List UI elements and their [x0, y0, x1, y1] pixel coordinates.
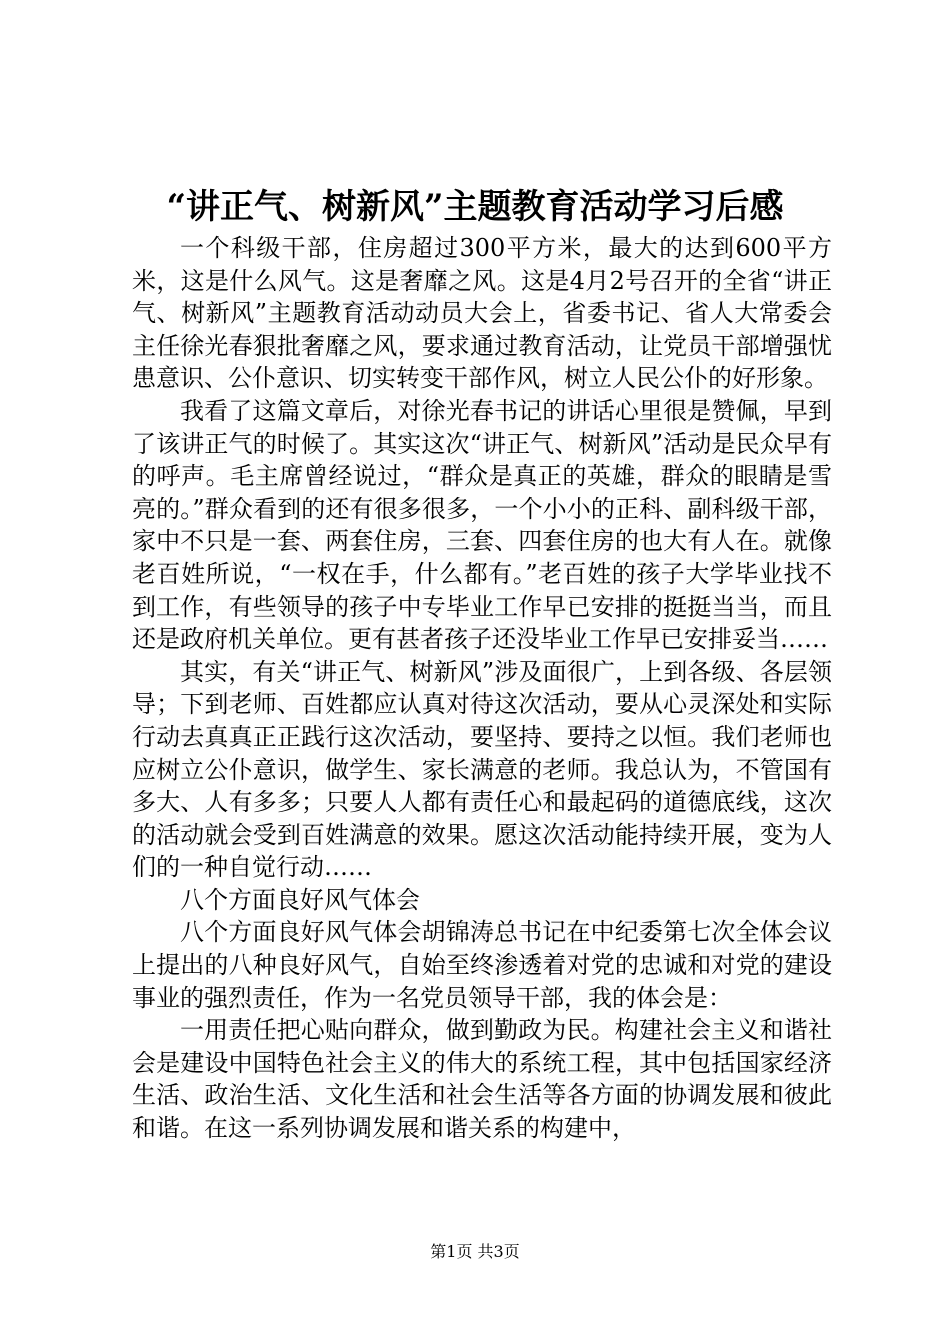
- section-heading: 八个方面良好风气体会: [180, 885, 420, 914]
- document-body: [132, 232, 832, 1145]
- paragraph-2: 我看了这篇文章后，对徐光春书记的讲话心里很是赞佩，早到了该讲正气的时候了。其实这次“讲正气、树新风”活动是民众早有的呼声。毛主席曾经说过，“群众是真正的英雄，群众的眼睛是雪亮的。”群众看到的还有很多很多，一个小小的正科、副科级干部，家中不只是一套、两套住房，三套、四套住房的也大有人在。就像老百姓所说，“一权在手，什么都有。”老百姓的孩子大学毕业找不到工作，有些领导的孩子中专毕业工作早已安排的挺挺当当，而且还是政府机关单位。更有甚者孩子还没毕业工作早已安排妥当……: [132, 396, 832, 654]
- paragraph-1: 一个科级干部，住房超过300平方米，最大的达到600平方米，这是什么风气。这是奢靡之风。这是4月2号召开的全省“讲正气、树新风”主题教育活动动员大会上，省委书记、省人大常委会主任徐光春狠批奢靡之风，要求通过教育活动，让党员干部增强忧患意识、公仆意识、切实转变干部作风，树立人民公仆的好形象。: [132, 234, 832, 393]
- page-footer: 第1页 共3页: [430, 1242, 520, 1261]
- document-title: “讲正气、树新风”主题教育活动学习后感: [166, 187, 784, 227]
- paragraph-3: 其实，有关“讲正气、树新风”涉及面很广，上到各级、各层领导；下到老师、百姓都应认真对待这次活动，要从心灵深处和实际行动去真真正正践行这次活动，要坚持、要持之以恒。我们老师也应树立公仆意识，做学生、家长满意的老师。我总认为，不管国有多大、人有多多；只要人人都有责任心和最起码的道德底线，这次的活动就会受到百姓满意的效果。愿这次活动能持续开展，变为人们的一种自觉行动……: [132, 657, 832, 882]
- paragraph-4: 八个方面良好风气体会胡锦涛总书记在中纪委第七次全体会议上提出的八种良好风气，自始至终渗透着对党的忠诚和对党的建设事业的强烈责任，作为一名党员领导干部，我的体会是：: [132, 918, 832, 1012]
- paragraph-5: 一用责任把心贴向群众，做到勤政为民。构建社会主义和谐社会是建设中国特色社会主义的伟大的系统工程，其中包括国家经济生活、政治生活、文化生活和社会生活等各方面的协调发展和彼此和谐。在这一系列协调发展和谐关系的构建中，: [132, 1016, 832, 1143]
